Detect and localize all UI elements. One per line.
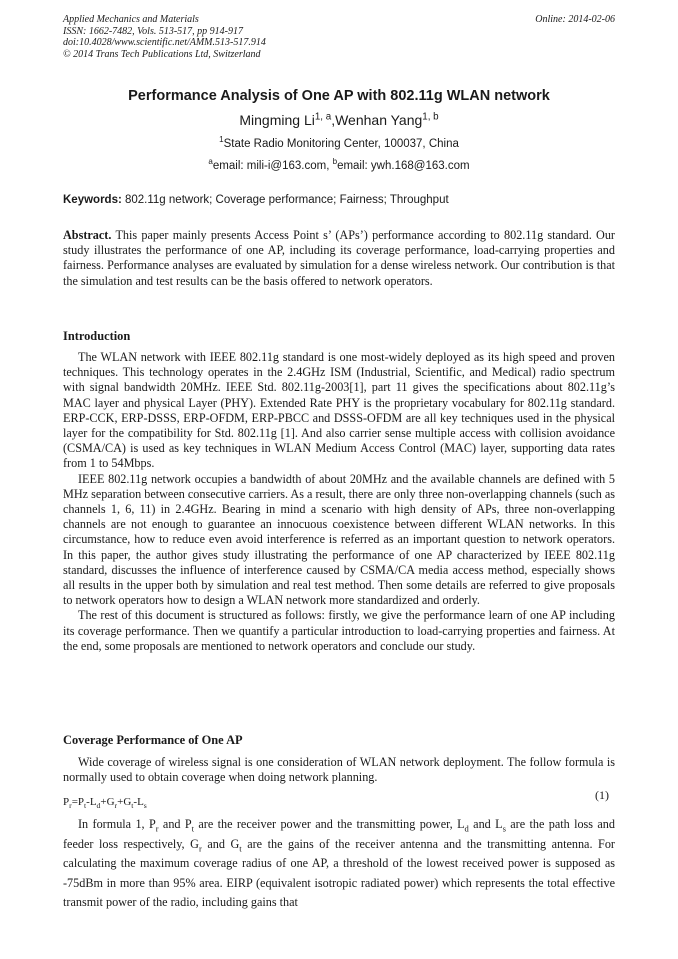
abstract-text: This paper mainly presents Access Point s’ (APs’) performance according to 802.11g standard. Our study illustrates the performance of one AP, including its coverage performance, load-carrying properties and fairness. Performance analyses are evaluated by simulation for a dense wireless network. Our contribution is that the simulation and test results can be the basis offered to network operators. <box>63 228 615 288</box>
affiliation-mark: 1 <box>219 135 224 145</box>
paragraph: The WLAN network with IEEE 802.11g standard is one most-widely deployed as its high speed and proven techniques. This technology operates in the 2.4GHz ISM (Industrial, Scientific, and Medical) radio spectrum with signal bandwidth 20MHz. IEEE Std. 802.11g-2003[1], part 11 gives the specifications about 802.11g’s MAC layer and physical Layer (PHY). Extended Rate PHY is the proprietary vocabulary for 802.11g standard. ERP-CCK, ERP-DSSS, ERP-OFDM, ERP-PBCC and DSSS-OFDM are all key techniques used in the physical layer for the compatibility for Std. 802.11g [1]. And also carrier sense multiple access with collision avoidance (CSMA/CA) is used as key techniques in WLAN Medium Access Control (MAC) layer, supporting data rates from 1 to 54Mbps. <box>63 350 615 471</box>
journal-name: Applied Mechanics and Materials <box>63 14 199 25</box>
journal-copyright: © 2014 Trans Tech Publications Ltd, Switzerland <box>63 48 261 60</box>
abstract-label: Abstract. <box>63 228 112 242</box>
email-mark: b <box>332 157 338 167</box>
keywords-label: Keywords: <box>63 194 122 206</box>
journal-header <box>63 14 615 60</box>
section-heading-coverage: Coverage Performance of One AP <box>63 733 243 747</box>
keywords-text: 802.11g network; Coverage performance; Fairness; Throughput <box>121 194 449 206</box>
equation-number: (1) <box>595 788 609 802</box>
coverage-intro <box>63 755 615 785</box>
email-text: email: ywh.168@163.com <box>337 160 470 172</box>
online-date: Online: 2014-02-06 <box>535 14 615 25</box>
journal-doi: doi:10.4028/www.scientific.net/AMM.513-517.914 <box>63 37 266 48</box>
email-text: email: mili-i@163.com, <box>212 160 333 172</box>
introduction-body <box>63 350 615 654</box>
affiliation-text: State Radio Monitoring Center, 100037, China <box>223 138 459 150</box>
coverage-body <box>63 815 615 913</box>
affiliation <box>0 135 678 150</box>
author-affiliation-mark: 1, b <box>422 111 439 123</box>
email-line <box>0 157 678 172</box>
author-name: Mingming Li <box>239 112 315 128</box>
paragraph: Wide coverage of wireless signal is one consideration of WLAN network deployment. The follow formula is normally used to obtain coverage when doing network planning. <box>63 755 615 785</box>
paragraph: IEEE 802.11g network occupies a bandwidth of about 20MHz and the available channels are defined with 5 MHz separation between consecutive carriers. As a result, there are only three non-overlapping channels (such as channels 1, 6, 11) in 2.4GHz. Bearing in mind a scenario with high density of APs, three non-overlapping channels are not enough to guarantee an innocuous coexistence between different WLAN networks. In this circumstance, how to reduce even avoid interference is referred as an important question to network operators. In this paper, the author gives study illustrating the performance of one AP characterized by IEEE 802.11g standard, discusses the influence of interference caused by CSMA/CA media access method, especially shows all results in the upper both by simulation and real test method. Then some details are referred to give proposals to network operators how to design a WLAN network more standardized and orderly. <box>63 471 615 608</box>
journal-issn: ISSN: 1662-7482, Vols. 513-517, pp 914-917 <box>63 25 243 37</box>
abstract <box>63 228 615 289</box>
paper-title: Performance Analysis of One AP with 802.11g WLAN network <box>128 88 550 104</box>
author-affiliation-mark: 1, a <box>314 111 332 123</box>
keywords <box>63 194 615 206</box>
email-mark: a <box>208 157 213 167</box>
author-line <box>0 112 678 128</box>
paragraph: The rest of this document is structured as follows: firstly, we give the performance learn of one AP including its coverage performance. Then we quantify a particular introduction to load-carrying properties and fairness. At the end, some proposals are mentioned to network operators and conclude our study. <box>63 608 615 653</box>
author-separator: , <box>331 112 336 128</box>
paragraph: In formula 1, $P_r$ and $P_t$ are the receiver power and the transmitting power, $L_d$ and $L_s$ are the path loss and feeder loss respectively, $G_r$ and $G_t$ are the gains of the receiver antenna and the transmitting antenna. For calculating the maximum coverage radius of one AP, a threshold of the lowest received power is supposed as -75dBm in more than 95% area. EIRP (equivalent isotropic radiated power) which represents the total effective transmit power of the radio, including gains that <box>63 817 615 909</box>
section-heading-introduction: Introduction <box>63 329 131 343</box>
formula-1: $P_r=P_t-L_d+G_r+G_t-L_s$ (1) <box>63 788 609 811</box>
author-name: Wenhan Yang <box>335 112 423 128</box>
